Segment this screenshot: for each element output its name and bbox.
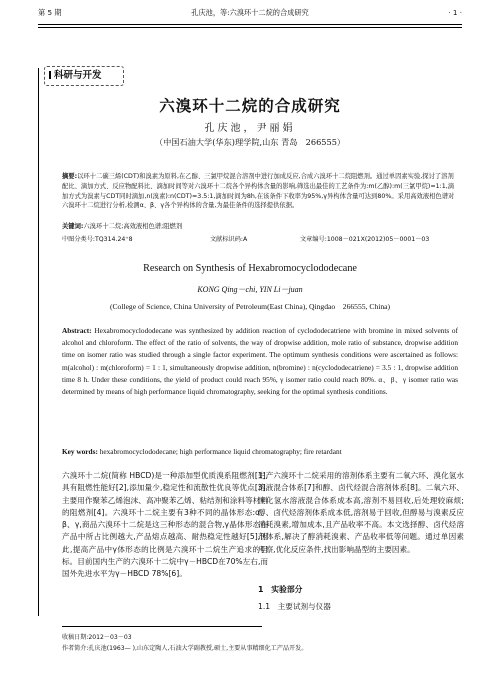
affiliation-zh: （中国石油大学(华东)理学院,山东 青岛 266555） xyxy=(154,137,346,147)
margin-rule xyxy=(38,68,40,616)
clc-number: 中图分类号:TQ314.24⁺8 xyxy=(62,236,133,243)
footnote-received: 收稿日期:2012－03－03 xyxy=(62,634,132,641)
body-text-right: 生产六溴环十二烷采用的溶剂体系主要有二氧六环、溴化氢水溶液混合体系[7]和醇、卤代烃混合溶剂体系[8]。二氧六环、溴化氢水溶液混合体系成本高,溶剂不易回收,后处理较麻烦;醇、卤代烃溶剂体系成本低,溶剂易于回收,但醇易与溴素反应消耗溴素,增加成本,且产品收率不高。本文选择醇、卤代烃溶剂体系,解决了醇消耗溴素、产品收率低等问题。通过单因素考察,优化反应条件,找出影响晶型的主要因素。 xyxy=(258,471,464,554)
page-header xyxy=(38,8,462,24)
keywords-en xyxy=(62,447,458,456)
header-rule-thin xyxy=(38,27,462,28)
header-rule xyxy=(38,24,462,25)
paper-title-zh: 六溴环十二烷的合成研究 xyxy=(159,97,341,115)
body-text-left: 六溴环十二烷(简称 HBCD)是一种添加型优质溴系阻燃剂[1],具有阻燃性能好[2],添加量少,稳定性和流散性优良等优点[3],主要用作聚苯乙烯泡沫、高冲聚苯乙烯、粘结剂和涂料等材料的阻燃剂[4]。六溴环十二烷主要有3种不同的晶体形态:α、β、γ,商品六溴环十二烷是这三种形态的混合物,γ晶体形态在产品中所占比例越大,产品熔点越高、耐热稳定性越好[5],因此,提高产品中γ体形态的比例是六溴环十二烷生产追求的目标。目前国内生产的六溴环十二烷中γ－HBCD在70%左右,而国外先进水平为γ－HBCD 78%[6]。 xyxy=(62,471,268,579)
article-id: 文章编号:1008－021X(2012)05－0001－03 xyxy=(300,236,430,243)
page-number: · 1 · xyxy=(448,8,462,17)
abstract-en-label: Abstract: xyxy=(62,326,92,335)
keywords-zh xyxy=(62,222,456,232)
keywords-zh-text: 六溴环十二烷;高效液相色谱;阻燃剂 xyxy=(83,223,183,230)
issue-number: 第 5 期 xyxy=(38,8,62,17)
authors-zh: 孔庆池，尹丽娟 xyxy=(204,123,296,134)
abstract-zh-label: 摘要: xyxy=(62,173,78,180)
section-badge-label: 科研与开发 xyxy=(54,70,102,81)
section-badge xyxy=(44,66,124,86)
abstract-zh xyxy=(62,172,456,211)
abstract-en xyxy=(62,325,458,398)
footnote-rule xyxy=(62,626,262,627)
subsection-heading: 1.1 主要试剂与仪器 xyxy=(258,602,331,611)
section-heading: 1 实验部分 xyxy=(258,585,303,594)
paper-title-en: Research on Synthesis of Hexabromocyclododecane xyxy=(143,263,357,274)
keywords-zh-label: 关键词: xyxy=(62,223,84,230)
authors-en: KONG Qing－chi, YIN Li－juan xyxy=(197,285,303,294)
keywords-en-text: hexabromocyclododecane; high performance liquid chromatography; fire retardant xyxy=(99,447,342,456)
document-code: 文献标识码:A xyxy=(210,236,248,243)
abstract-en-text: Hexabromocyclododecane was synthesized by addition reaction of cyclododecatriene with bromine in mixed solvents of alcohol and chloroform. The effect of the ratio of solvents, the way of dropwise addition, mole ratio of substance, dropwise addition time on isomer ratio was studied through a single factor experiment. The optimum synthesis conditions were ascertained as follows: m(alcohol) : m(chloroform) = 1 : 1, simultaneously dropwise addition, n(bromine) : n(cyclododecatriene) = 3.5 : 1, dropwise addition time 8 h. Under these conditions, the yield of product could reach 95%, γ isomer ratio could reach 80%. α、β、γ isomer ratio was determined by means of high performance liquid chromatography, seeking for the optimal synthesis conditions. xyxy=(62,326,459,397)
running-title: 孔庆池，等:六溴环十二烷的合成研究 xyxy=(191,8,309,17)
badge-marker-icon xyxy=(49,71,51,79)
footnote-author: 作者简介:孔庆池(1963— ),山东定陶人,石油大学副教授,硕士,主要从事精细化工产品开发。 xyxy=(62,645,308,652)
keywords-en-label: Key words: xyxy=(62,447,98,456)
abstract-zh-text: 以环十二碳三烯(CDT)和溴素为原料,在乙醇、三氯甲烷混合溶剂中进行加成反应,合成六溴环十二烷阻燃剂。通过单因素实验,探讨了溶剂配比、滴加方式、反应物配料比、滴加时间等对六溴环十二烷各个异构体含量的影响,筛选出最佳的工艺条件为:m(乙醇):m(三氯甲烷)=1:1,滴加方式为溴素与CDT同时滴加,n(溴素):n(CDT)=3.5:1,滴加时间为8h,在该条件下收率为95%,γ异构体含量可达到80%。采用高效液相色谱对六溴环十二烷进行分析,检测α、β、γ各个异构体的含量,为最佳条件的选择提供依据。 xyxy=(62,173,455,210)
affiliation-en: (College of Science, China University of Petroleum(East China), Qingdao 266555, China) xyxy=(109,302,391,311)
